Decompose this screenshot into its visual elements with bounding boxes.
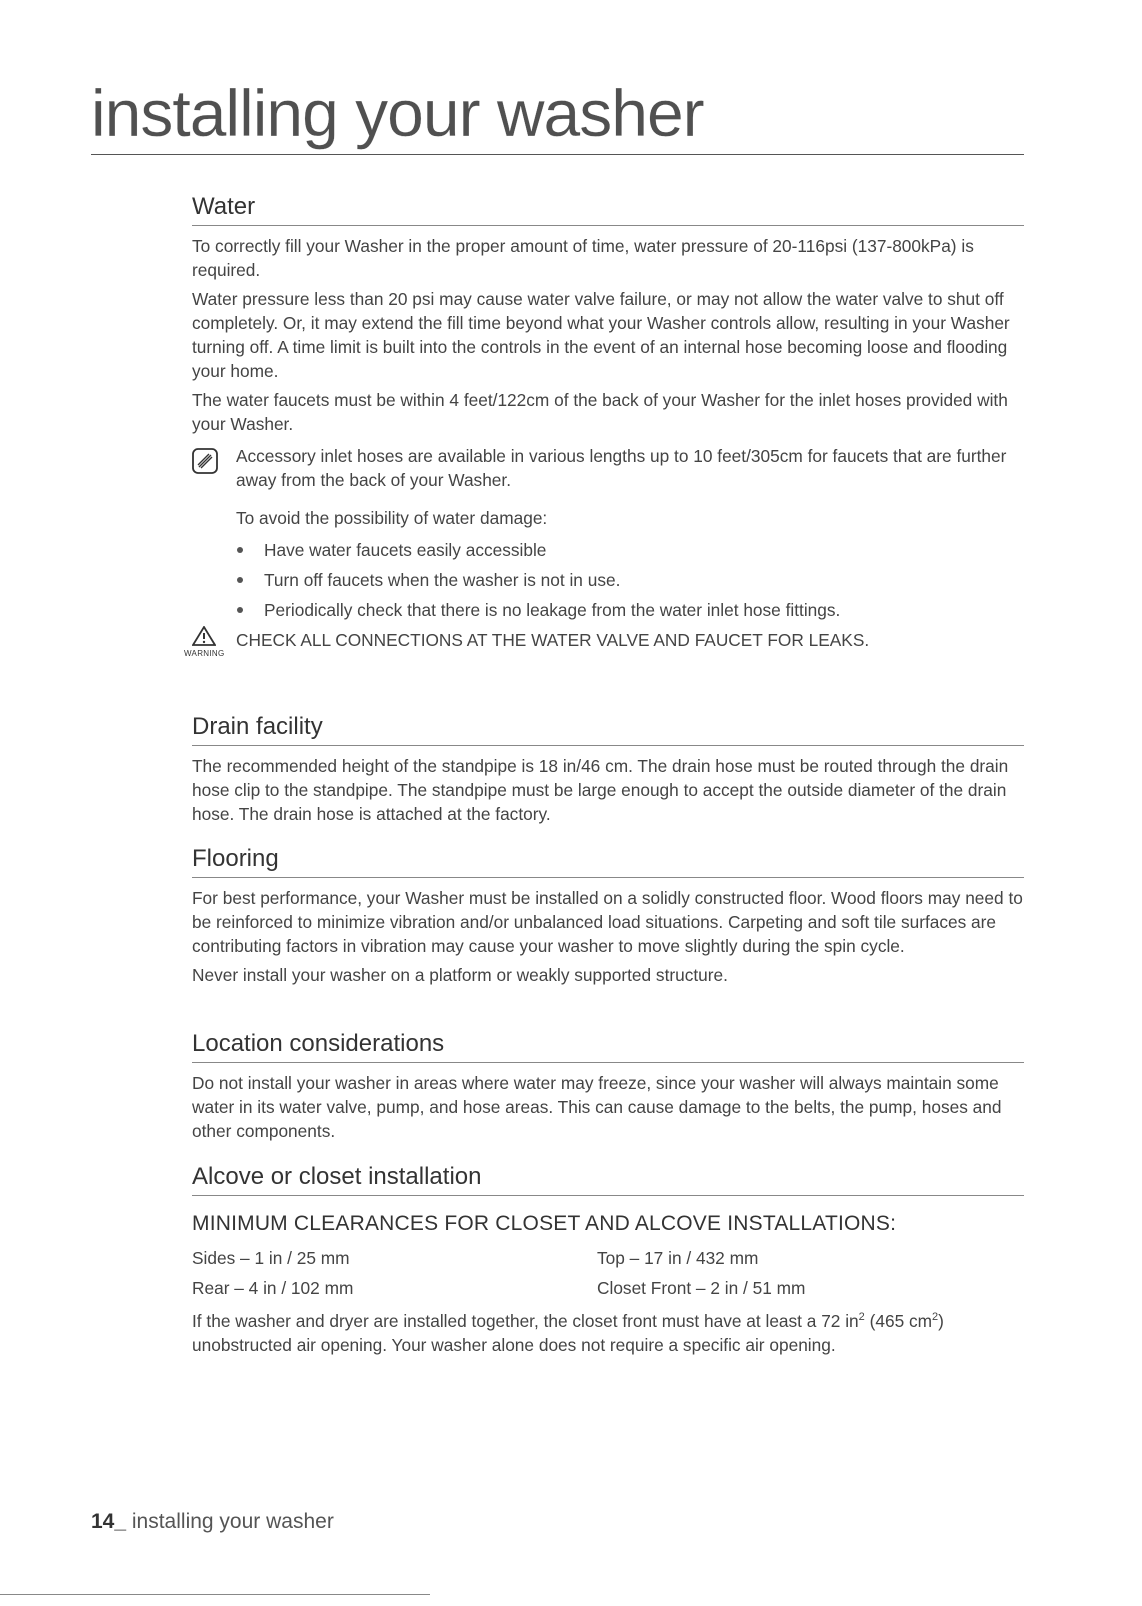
- clearance-closet-front: Closet Front – 2 in / 51 mm: [597, 1277, 806, 1298]
- water-note-text: Accessory inlet hoses are available in various lengths up to 10 feet/305cm for faucets that are further away from the back of your Washer.: [236, 445, 1007, 490]
- warning-label: WARNING: [184, 648, 225, 658]
- water-paragraph-3: The water faucets must be within 4 feet/122cm of the back of your Washer for the inlet hoses provided with your Washer.: [192, 389, 1008, 434]
- alcove-text-after: ) unobstructed air opening. Your washer alone does not require a specific air opening.: [192, 1310, 944, 1355]
- location-paragraph: Do not install your washer in areas where water may freeze, since your washer will always maintain some water in its water valve, pump, and hose areas. This can cause damage to the belts, the pump, hoses and other components.: [192, 1072, 1002, 1141]
- water-avoid-intro: To avoid the possibility of water damage:: [236, 507, 548, 528]
- warning-icon-group: [184, 626, 224, 658]
- clearance-sides: Sides – 1 in / 25 mm: [192, 1247, 350, 1268]
- bottom-divider: [0, 1594, 430, 1595]
- section-flooring: [192, 845, 1024, 987]
- alcove-subheading: MINIMUM CLEARANCES FOR CLOSET AND ALCOVE INSTALLATIONS:: [192, 1211, 897, 1235]
- flooring-paragraph-2: Never install your washer on a platform or weakly supported structure.: [192, 964, 728, 985]
- water-warning: [184, 628, 1024, 658]
- warning-icon: [192, 626, 216, 646]
- water-paragraph-2: Water pressure less than 20 psi may cause water valve failure, or may not allow the water valve to shut off completely. Or, it may extend the fill time beyond what your Washer controls allow, resulting in your Washer turning off. A time limit is built into the controls in the event of an internal hose becoming loose and flooding your home.: [192, 288, 1010, 381]
- water-bullet-list: [192, 538, 1024, 622]
- warning-text: CHECK ALL CONNECTIONS AT THE WATER VALVE AND FAUCET FOR LEAKS.: [236, 629, 870, 650]
- superscript: 2: [858, 1310, 865, 1323]
- page-title: [91, 88, 1024, 155]
- section-alcove: [192, 1163, 1024, 1357]
- flooring-paragraph-1: For best performance, your Washer must be installed on a solidly constructed floor. Wood floors may need to be reinforced to minimize vibration and/or unbalanced load situations. Carpeting and soft tile surfaces are contributing factors in vibration may cause your washer to move slightly during the spin cycle.: [192, 887, 1023, 956]
- section-heading-water: Water: [192, 193, 1024, 226]
- section-heading-drain: Drain facility: [192, 713, 1024, 746]
- section-water: [184, 193, 1024, 658]
- list-item: Have water faucets easily accessible: [236, 538, 1024, 562]
- section-location: [192, 1030, 1024, 1143]
- section-heading-flooring: Flooring: [192, 845, 1024, 878]
- page-footer: [91, 1510, 334, 1534]
- page-title-text: installing your washer: [91, 88, 704, 150]
- drain-paragraph: The recommended height of the standpipe is 18 in/46 cm. The drain hose must be routed through the drain hose clip to the standpipe. The standpipe must be large enough to accept the outside diameter of the drain hose. The drain hose is attached at the factory.: [192, 755, 1009, 824]
- alcove-paragraph: [192, 1305, 1024, 1357]
- section-drain: [192, 713, 1024, 826]
- superscript: 2: [932, 1310, 939, 1323]
- clearance-top: Top – 17 in / 432 mm: [597, 1247, 759, 1268]
- clearance-grid: [192, 1246, 1024, 1300]
- note-icon: [192, 448, 218, 474]
- clearance-rear: Rear – 4 in / 102 mm: [192, 1277, 354, 1298]
- list-item: Periodically check that there is no leakage from the water inlet hose fittings.: [236, 598, 1024, 622]
- section-heading-alcove: Alcove or closet installation: [192, 1163, 1024, 1196]
- list-item: Turn off faucets when the washer is not in use.: [236, 568, 1024, 592]
- alcove-text-mid: (465 cm: [864, 1310, 933, 1331]
- page-number: 14_: [91, 1510, 127, 1533]
- section-heading-location: Location considerations: [192, 1030, 1024, 1063]
- water-note: [192, 444, 1024, 492]
- footer-label: installing your washer: [126, 1510, 334, 1533]
- alcove-text-before: If the washer and dryer are installed together, the closet front must have at least a 72 in: [192, 1310, 859, 1331]
- water-paragraph-1: To correctly fill your Washer in the proper amount of time, water pressure of 20-116psi (137-800kPa) is required.: [192, 235, 974, 280]
